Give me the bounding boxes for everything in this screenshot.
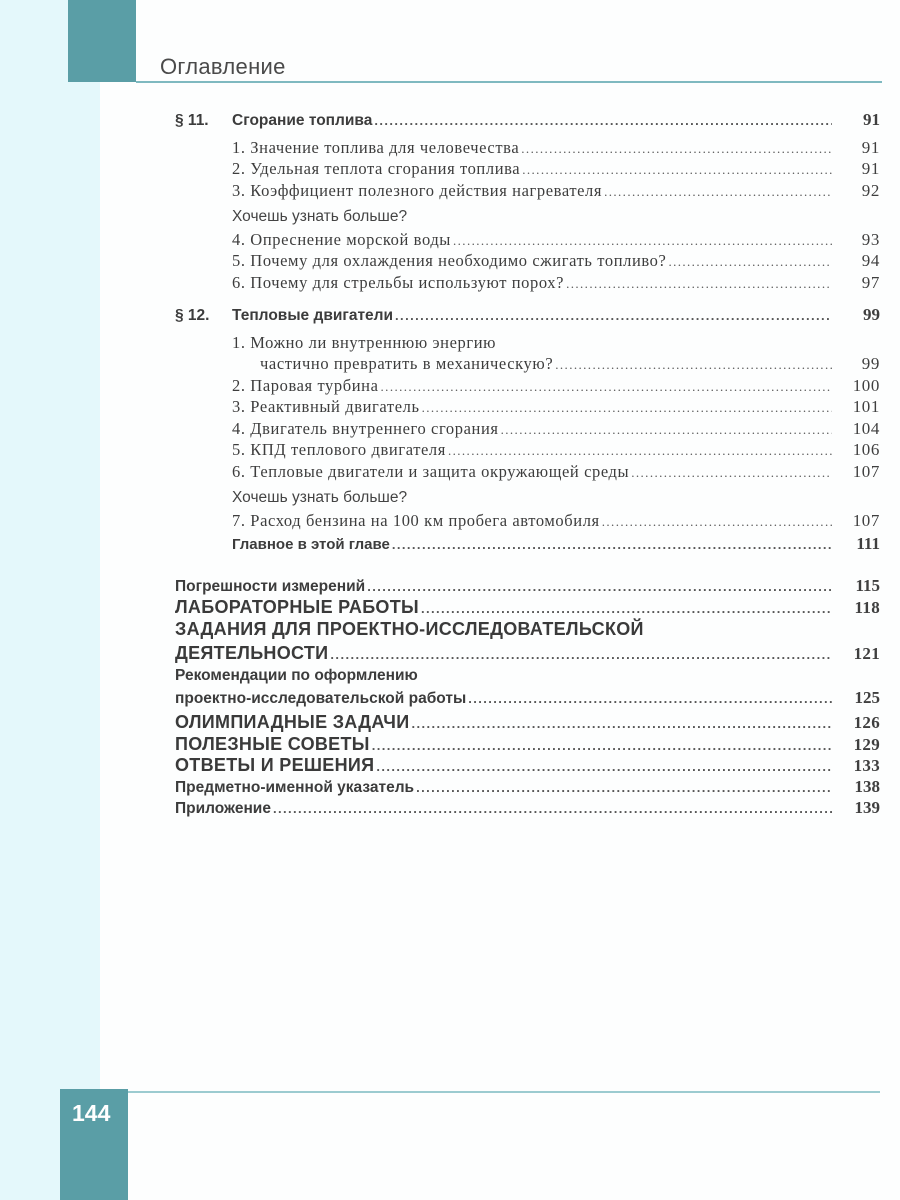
toc-item[interactable]: 6. Почему для стрельбы используют порох? ..... 97: [175, 273, 880, 295]
toc-recommendations-line2[interactable]: проектно-исследовательской работы ..... 125: [175, 688, 880, 712]
toc-item[interactable]: 2. Удельная теплота сгорания топлива ..... 91: [175, 159, 880, 181]
page-ref: 92: [861, 180, 880, 200]
page-ref: 99: [863, 305, 880, 324]
page-ref: 118: [854, 598, 880, 617]
page-ref: 138: [854, 776, 880, 796]
leader-dots: [522, 162, 832, 178]
leader-dots: [421, 601, 832, 616]
leader-dots: [602, 514, 832, 530]
toc-item[interactable]: 3. Реактивный двигатель ..... 101: [175, 397, 880, 419]
leader-dots: [374, 113, 832, 128]
toc-measurement-errors[interactable]: Погрешности измерений ..... 115: [175, 576, 880, 598]
page-ref: 107: [852, 510, 880, 530]
toc-index[interactable]: Предметно-именной указатель ..... 138: [175, 777, 880, 799]
page-ref: 139: [854, 798, 880, 817]
leader-dots: [376, 759, 832, 774]
section-title: Сгорание топлива: [232, 112, 373, 129]
toc-section-12[interactable]: [175, 305, 880, 327]
leader-dots: [501, 422, 832, 438]
page-ref: 94: [861, 251, 880, 270]
leader-dots: [381, 379, 832, 395]
toc-answers[interactable]: ОТВЕТЫ И РЕШЕНИЯ ..... 133: [175, 755, 880, 777]
toc-projects-line1[interactable]: ЗАДАНИЯ ДЛЯ ПРОЕКТНО-ИССЛЕДОВАТЕЛЬСКОЙ: [175, 618, 644, 639]
more-heading: Хочешь узнать больше?: [232, 208, 408, 225]
page-ref: 91: [861, 137, 880, 157]
page-ref: 115: [855, 575, 880, 595]
toc-olympiad[interactable]: ОЛИМПИАДНЫЕ ЗАДАЧИ ..... 126: [175, 712, 880, 734]
toc-item[interactable]: 2. Паровая турбина ..... 100: [175, 376, 880, 398]
leader-dots: [273, 801, 832, 816]
toc-lab-works[interactable]: ЛАБОРАТОРНЫЕ РАБОТЫ ..... 118: [175, 597, 880, 619]
toc-item-line1[interactable]: 1. Можно ли внутреннюю энергию: [232, 332, 497, 352]
leader-dots: [395, 308, 832, 323]
toc-supplement[interactable]: Приложение ..... 139: [175, 798, 880, 820]
leader-dots: [330, 647, 832, 662]
page-ref: 104: [852, 418, 880, 438]
toc-item[interactable]: 1. Значение топлива для человечества ..... 91: [175, 138, 880, 160]
leader-dots: [367, 579, 832, 594]
toc-item[interactable]: 4. Двигатель внутреннего сгорания ..... 104: [175, 419, 880, 441]
header-divider: [136, 81, 882, 83]
page-ref: 91: [861, 159, 880, 178]
page-ref: 126: [853, 713, 880, 732]
page-ref: 101: [852, 397, 880, 416]
toc-item[interactable]: 5. Почему для охлаждения необходимо сжигать топливо? ..... 94: [175, 251, 880, 273]
toc-chapter-summary[interactable]: Главное в этой главе ..... 111: [175, 534, 880, 556]
page-ref: 125: [854, 688, 880, 707]
leader-dots: [631, 465, 832, 481]
section-number: § 11.: [175, 112, 209, 129]
toc-section-11[interactable]: [175, 110, 880, 132]
page-title: Оглавление: [160, 54, 286, 79]
header-accent-block: [68, 0, 136, 82]
leader-dots: [372, 738, 832, 753]
page-ref: 93: [861, 229, 880, 249]
table-of-contents: [175, 110, 880, 820]
page-ref: 97: [861, 272, 880, 292]
leader-dots: [416, 780, 832, 795]
page-ref: 99: [861, 354, 880, 373]
section-number: § 12.: [175, 307, 210, 324]
leader-dots: [422, 400, 832, 416]
toc-projects-line2[interactable]: ДЕЯТЕЛЬНОСТИ ..... 121: [175, 643, 880, 667]
toc-recommendations-line1[interactable]: Рекомендации по оформлению: [175, 666, 418, 684]
page-ref: 133: [853, 756, 880, 775]
leader-dots: [448, 443, 832, 459]
leader-dots: [555, 357, 832, 373]
page-ref: 100: [852, 375, 880, 395]
leader-dots: [468, 691, 832, 706]
toc-item-line2[interactable]: частично превратить в механическую? ..... 99: [175, 354, 880, 376]
leader-dots: [521, 141, 832, 157]
toc-item[interactable]: 3. Коэффициент полезного действия нагревателя ..... 92: [175, 181, 880, 203]
footer-divider: [128, 1091, 880, 1093]
toc-item[interactable]: 5. КПД теплового двигателя ..... 106: [175, 440, 880, 462]
more-heading: Хочешь узнать больше?: [232, 489, 408, 506]
leader-dots: [604, 184, 832, 200]
leader-dots: [392, 537, 832, 552]
page-ref: 106: [852, 440, 880, 459]
toc-item[interactable]: 4. Опреснение морской воды ..... 93: [175, 230, 880, 252]
section-title: Тепловые двигатели: [232, 307, 394, 324]
leader-dots: [668, 254, 832, 270]
page-ref: 107: [852, 461, 880, 481]
page-ref: 129: [853, 734, 880, 754]
leader-dots: [566, 276, 832, 292]
page-number: 144: [72, 1100, 111, 1126]
page-ref: 91: [863, 110, 880, 129]
page-ref: 111: [856, 534, 880, 553]
toc-item[interactable]: 6. Тепловые двигатели и защита окружающей среды ..... 107: [175, 462, 880, 484]
page-ref: 121: [853, 643, 880, 663]
leader-dots: [453, 233, 832, 249]
toc-item[interactable]: 7. Расход бензина на 100 км пробега автомобиля ..... 107: [175, 511, 880, 533]
toc-tips[interactable]: ПОЛЕЗНЫЕ СОВЕТЫ ..... 129: [175, 734, 880, 756]
side-strip: [0, 0, 100, 1200]
leader-dots: [412, 716, 833, 731]
